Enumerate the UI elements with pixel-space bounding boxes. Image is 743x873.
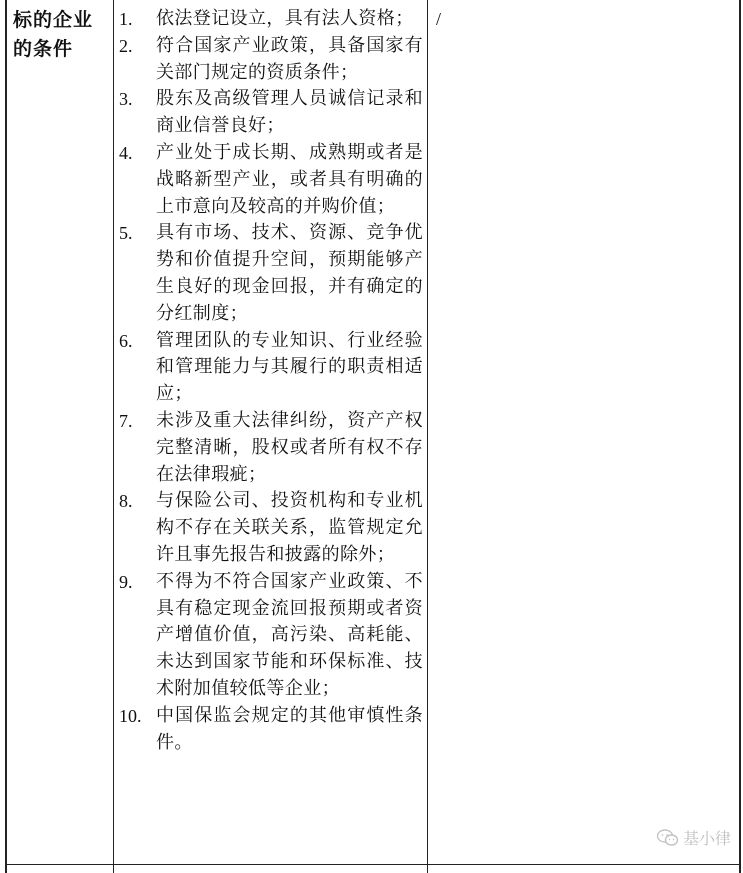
list-item xyxy=(119,220,423,327)
column-divider xyxy=(427,0,428,873)
item-number: 1. xyxy=(119,9,133,29)
item-number: 7. xyxy=(119,410,133,431)
item-text: 依法登记设立，具有法人资格； xyxy=(156,8,414,29)
item-number: 8. xyxy=(119,491,133,512)
conditions-list xyxy=(119,6,423,756)
list-item xyxy=(119,569,423,703)
list-item xyxy=(119,703,423,757)
item-number: 4. xyxy=(119,142,133,163)
list-item xyxy=(119,6,423,33)
item-number: 10. xyxy=(119,705,142,726)
list-item xyxy=(119,328,423,408)
item-text: 中国保监会规定的其他审慎性条件。 xyxy=(156,704,423,753)
item-text: 未涉及重大法律纠纷，资产产权完整清晰，股权或者所有权不存在法律瑕疵； xyxy=(156,409,423,485)
column-divider xyxy=(113,0,114,873)
watermark xyxy=(657,826,731,849)
item-number: 2. xyxy=(119,35,133,56)
item-text: 管理团队的专业知识、行业经验和管理能力与其履行的职责相适应； xyxy=(156,329,423,405)
item-text: 具有市场、技术、资源、竞争优势和价值提升空间，预期能够产生良好的现金回报，并有确定的分红制度； xyxy=(156,222,423,324)
list-item xyxy=(119,488,423,568)
item-number: 6. xyxy=(119,330,133,351)
row-label: 标的企业的条件 xyxy=(13,9,94,60)
item-text: 与保险公司、投资机构和专业机构不存在关联关系，监管规定允许且事先报告和披露的除外； xyxy=(156,490,423,565)
item-number: 9. xyxy=(119,571,133,592)
item-number: 3. xyxy=(119,89,133,110)
table-bottom-border xyxy=(7,864,739,865)
watermark-text: 基小律 xyxy=(682,829,731,848)
item-text: 股东及高级管理人员诚信记录和商业信誉良好； xyxy=(156,88,423,137)
item-text: 产业处于成长期、成熟期或者是战略新型产业，或者具有明确的上市意向及较高的并购价值； xyxy=(156,141,423,217)
list-item xyxy=(119,33,423,87)
wechat-icon xyxy=(657,829,679,847)
item-number: 5. xyxy=(119,223,133,244)
conditions-table xyxy=(5,0,741,873)
third-column-value: / xyxy=(436,9,442,29)
list-item xyxy=(119,140,423,220)
item-text: 符合国家产业政策，具备国家有关部门规定的资质条件； xyxy=(156,34,423,83)
item-text: 不得为不符合国家产业政策、不具有稳定现金流回报预期或者资产增值价值，高污染、高耗能、未达到国家节能和环保标准、技术附加值较低等企业； xyxy=(156,570,423,699)
list-item xyxy=(119,408,423,488)
list-item xyxy=(119,86,423,140)
